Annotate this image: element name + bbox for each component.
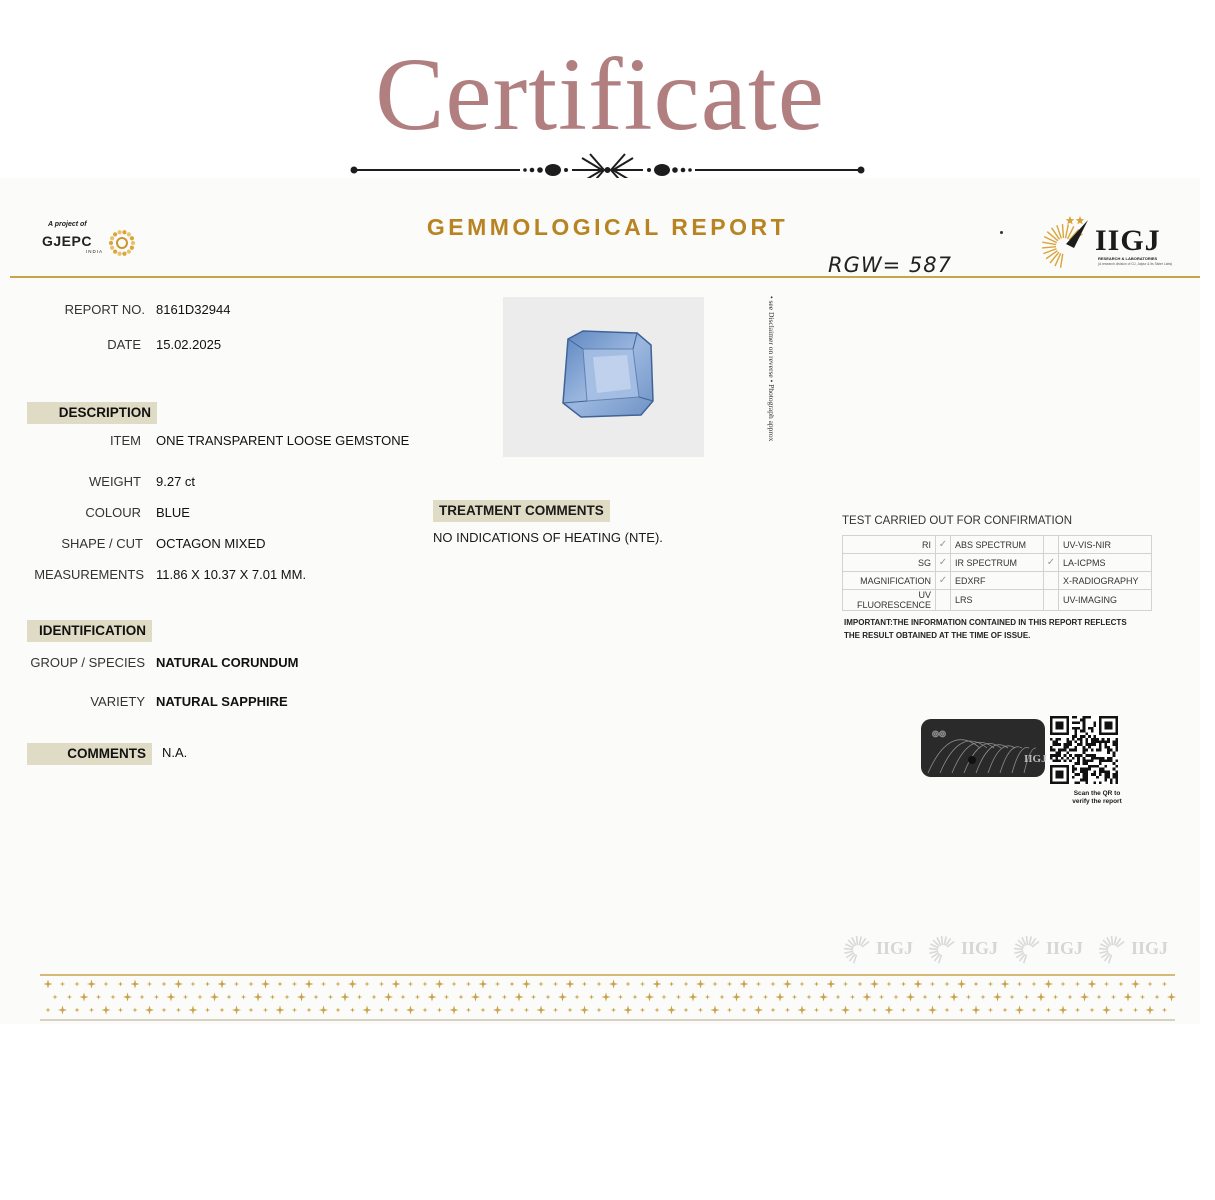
comments-value: N.A. (162, 745, 188, 760)
item-label: ITEM (109, 433, 141, 448)
group-species-label: GROUP / SPECIES (30, 655, 145, 670)
test-name: SG (843, 554, 936, 572)
test-name: UV FLUORESCENCE (843, 590, 936, 611)
colour-label: COLOUR (85, 505, 141, 520)
tests-table (842, 535, 1152, 611)
tests-row (843, 554, 1152, 572)
important-text: THE INFORMATION CONTAINED IN THIS REPORT REFLECTS THE RESULT OBTAINED AT THE TIME OF ISSUE. (844, 618, 1127, 640)
test-check (1044, 572, 1059, 590)
iigj-logo-text: IIGJ (1095, 224, 1161, 257)
star-border-icon (40, 972, 1175, 1022)
gemstone-photo (503, 297, 704, 457)
group-species-value: NATURAL CORUNDUM (156, 655, 299, 670)
gjepc-logo-text: GJEPC (42, 233, 92, 249)
watermark-text: IIGJ (1131, 938, 1169, 958)
measurements-value: 11.86 X 10.37 X 7.01 MM. (156, 567, 307, 582)
description-heading: DESCRIPTION (27, 402, 157, 424)
iigj-watermark-icon (842, 930, 920, 966)
tests-row (843, 536, 1152, 554)
hologram-logo-text: IIGJ (1024, 753, 1047, 765)
test-check: ✓ (936, 536, 951, 554)
important-note (844, 616, 1134, 642)
date-value: 15.02.2025 (156, 337, 222, 352)
gjepc-tagline: A project of (48, 221, 87, 228)
tests-row (843, 572, 1152, 590)
weight-label: WEIGHT (89, 474, 141, 489)
qr-caption-line2: verify the report (1072, 798, 1122, 805)
iigj-watermark-icon (1097, 930, 1175, 966)
test-name: ABS SPECTRUM (951, 536, 1044, 554)
iigj-watermark-icon (927, 930, 1005, 966)
photo-disclaimer (759, 296, 776, 461)
iigj-watermark-icon (1012, 930, 1090, 966)
svg-text:◎◎: ◎◎ (932, 729, 946, 738)
qr-code-icon[interactable] (1050, 716, 1118, 784)
test-check: ✓ (936, 572, 951, 590)
shape-cut-label: SHAPE / CUT (61, 536, 143, 551)
treatment-heading: TREATMENT COMMENTS (433, 500, 610, 522)
important-label: IMPORTANT: (844, 618, 893, 627)
weight-value: 9.27 ct (156, 474, 196, 489)
test-check: ✓ (1044, 554, 1059, 572)
iigj-subtitle-small: (A research division of GJ, Jaipur & its Sister Labs) (1098, 262, 1173, 266)
watermark-text: IIGJ (876, 938, 914, 958)
tests-row (843, 590, 1152, 611)
watermark-text: IIGJ (1046, 938, 1084, 958)
photo-disclaimer-text: • see Disclaimer on reverse • Photograph approx (767, 296, 776, 442)
treatment-value: NO INDICATIONS OF HEATING (NTE). (433, 530, 663, 545)
test-name: RI (843, 536, 936, 554)
colour-value: BLUE (156, 505, 190, 520)
variety-value: NATURAL SAPPHIRE (156, 694, 288, 709)
measurements-label: MEASUREMENTS (34, 567, 144, 582)
certificate-title: Certificate (375, 37, 825, 152)
comments-heading: COMMENTS (27, 743, 152, 765)
test-check: ✓ (936, 554, 951, 572)
variety-label: VARIETY (90, 694, 145, 709)
item-value: ONE TRANSPARENT LOOSE GEMSTONE (156, 433, 410, 448)
iigj-subtitle: RESEARCH & LABORATORIES (1098, 256, 1158, 261)
hologram-seal-icon (920, 718, 1046, 778)
watermark-text: IIGJ (961, 938, 999, 958)
test-check (1044, 590, 1059, 611)
test-name: LA-ICPMS (1059, 554, 1152, 572)
iigj-star-emblem-icon (1040, 214, 1092, 270)
report-title: GEMMOLOGICAL REPORT (426, 214, 789, 240)
test-name: UV-IMAGING (1059, 590, 1152, 611)
test-name: IR SPECTRUM (951, 554, 1044, 572)
report-no-label: REPORT NO. (64, 302, 145, 317)
gjepc-emblem-icon (104, 227, 140, 259)
handwritten-note: RGW= 587 (828, 253, 952, 277)
tests-title: TEST CARRIED OUT FOR CONFIRMATION (842, 515, 1073, 527)
test-name: EDXRF (951, 572, 1044, 590)
scan-speck (1000, 231, 1003, 234)
identification-heading: IDENTIFICATION (27, 620, 152, 642)
test-check (936, 590, 951, 611)
test-name: UV-VIS-NIR (1059, 536, 1152, 554)
test-name: LRS (951, 590, 1044, 611)
gold-divider (10, 276, 1200, 278)
test-name: MAGNIFICATION (843, 572, 936, 590)
test-name: X-RADIOGRAPHY (1059, 572, 1152, 590)
test-check (1044, 536, 1059, 554)
shape-cut-value: OCTAGON MIXED (156, 536, 266, 551)
qr-caption-line1: Scan the QR to (1073, 790, 1121, 797)
report-no-value: 8161D32944 (156, 302, 231, 317)
date-label: DATE (107, 337, 141, 352)
qr-caption (1062, 790, 1132, 806)
gjepc-country: INDIA (86, 249, 104, 254)
